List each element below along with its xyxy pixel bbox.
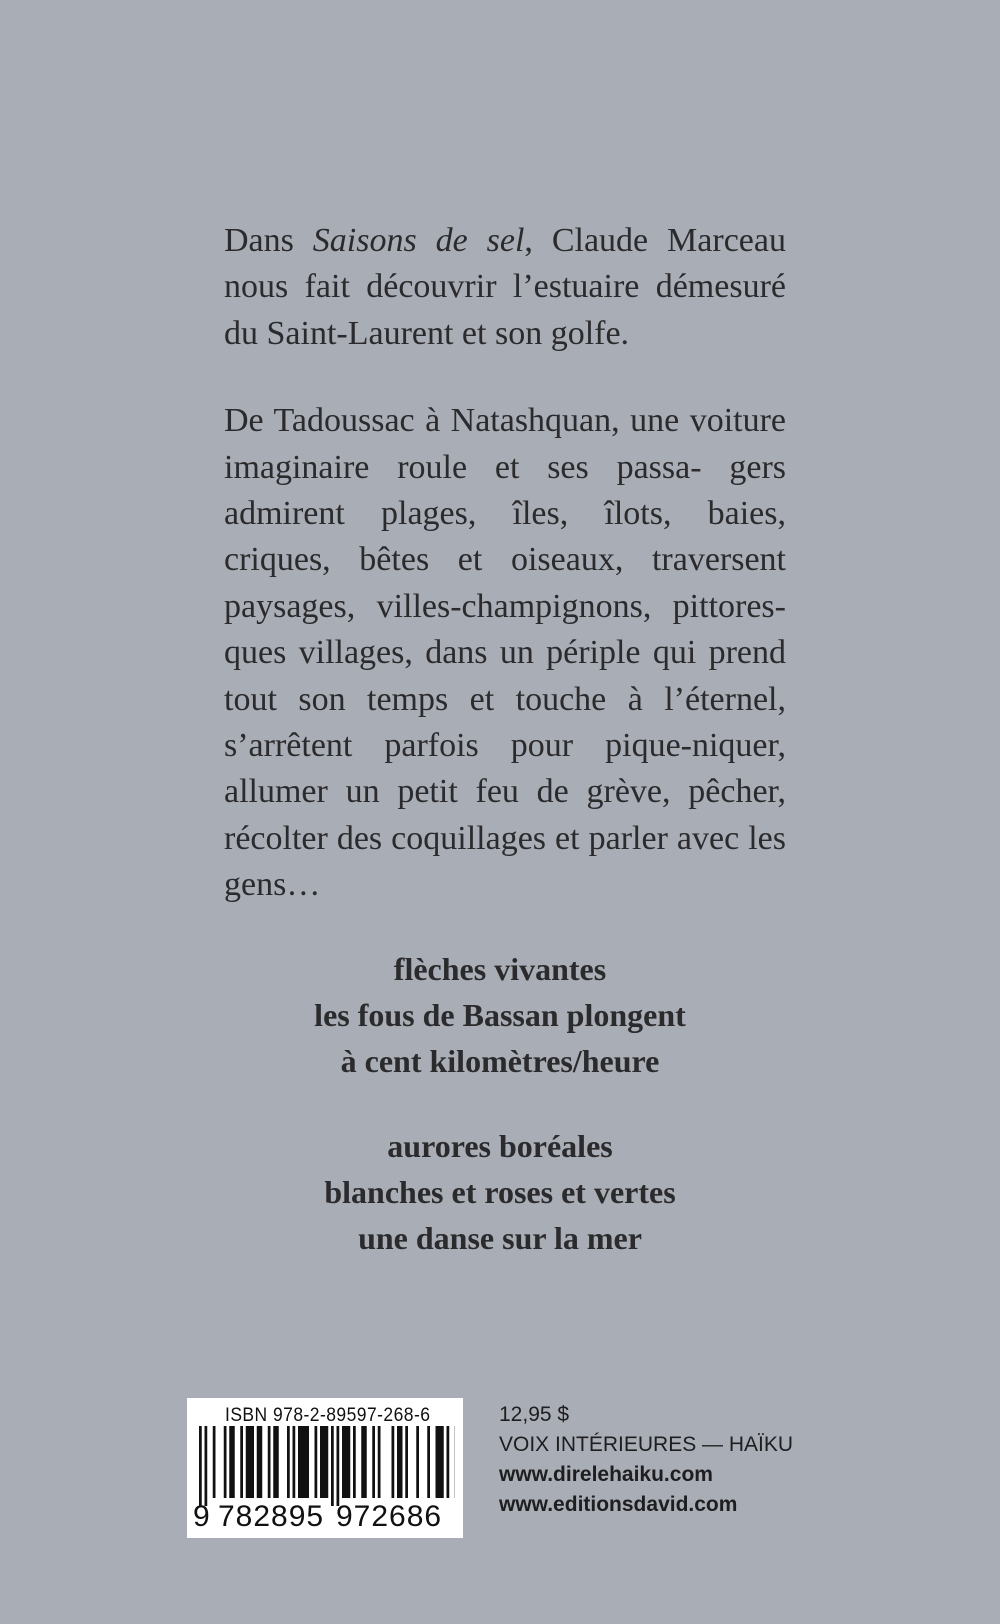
website-link-haiku[interactable]: www.direlehaiku.com (499, 1463, 713, 1486)
barcode-bar (447, 1426, 450, 1498)
barcode-bar (320, 1426, 328, 1498)
barcode-bar (331, 1426, 334, 1506)
isbn-label: ISBN 978-2-89597-268-6 (225, 1405, 431, 1426)
haiku-line: à cent kilomètres/heure (340, 1043, 660, 1079)
barcode-bar (240, 1426, 243, 1498)
barcode-bar (397, 1426, 403, 1498)
intro-rest: , Claude Marceau nous fait découvrir l’estuaire démesuré du Saint-Laurent et son golfe. (224, 222, 786, 352)
intro-text: Dans (224, 222, 313, 259)
haiku-line: une danse sur la mer (358, 1220, 642, 1256)
haiku-line: flèches vivantes (393, 951, 607, 987)
haiku-line: les fous de Bassan plongent (314, 997, 686, 1033)
barcode-bar (298, 1426, 309, 1498)
barcode-bar (293, 1426, 296, 1498)
description-paragraph-2: De Tadoussac à Natashquan, une voiture imaginaire roule et ses passa- gers admirent plages, îles, îlots, baies, criques, bêtes et oiseaux, traversent paysages, villes-champignons, pittores- ques villages, dans un périple qui prend tout son temps et touche à l’éternel, s’arrêtent parfois pour pique-niquer, allumer un petit feu de grève, pêcher, récolter des coquillages et parler avec les gens… (224, 402, 787, 904)
barcode-bar (392, 1426, 395, 1498)
barcode-bar (405, 1426, 408, 1498)
book-title: Saisons de sel (312, 222, 525, 259)
barcode-bar (199, 1426, 202, 1506)
haiku-1 (150, 946, 850, 1084)
barcode-bars (197, 1426, 455, 1506)
barcode-bar (229, 1426, 235, 1498)
barcode-bar (273, 1426, 279, 1498)
ean-left-group: 782895 (218, 1500, 325, 1533)
back-cover-description (224, 218, 786, 909)
haiku-line: blanches et roses et vertes (324, 1174, 676, 1210)
collection-name: VOIX INTÉRIEURES — HAÏKU (499, 1433, 794, 1456)
price: 12,95 $ (499, 1403, 570, 1426)
barcode-bar (372, 1426, 375, 1498)
barcode-bar (416, 1426, 419, 1498)
barcode-bar (246, 1426, 254, 1498)
barcode-bar (436, 1426, 444, 1498)
haiku-2 (150, 1123, 850, 1261)
publisher-info (499, 1400, 793, 1520)
isbn-barcode (187, 1398, 463, 1538)
barcode-bar (205, 1426, 208, 1506)
ean-first-digit: 9 (193, 1500, 211, 1533)
haiku-line: aurores boréales (387, 1128, 613, 1164)
barcode-bar (337, 1426, 340, 1506)
barcode-bar (353, 1426, 356, 1498)
barcode-bar (257, 1426, 263, 1498)
description-paragraph-1 (224, 218, 786, 357)
barcode-bar (378, 1426, 381, 1498)
barcode-bar (342, 1426, 350, 1498)
barcode-bar (287, 1426, 290, 1498)
barcode-bar (361, 1426, 367, 1498)
barcode-bar (268, 1426, 271, 1498)
barcode-bar (224, 1426, 227, 1498)
website-link-publisher[interactable]: www.editionsdavid.com (499, 1493, 738, 1516)
barcode-bar (213, 1426, 216, 1498)
barcode-bar (315, 1426, 318, 1498)
barcode-bar (427, 1426, 430, 1498)
ean-right-group: 972686 (336, 1500, 443, 1533)
